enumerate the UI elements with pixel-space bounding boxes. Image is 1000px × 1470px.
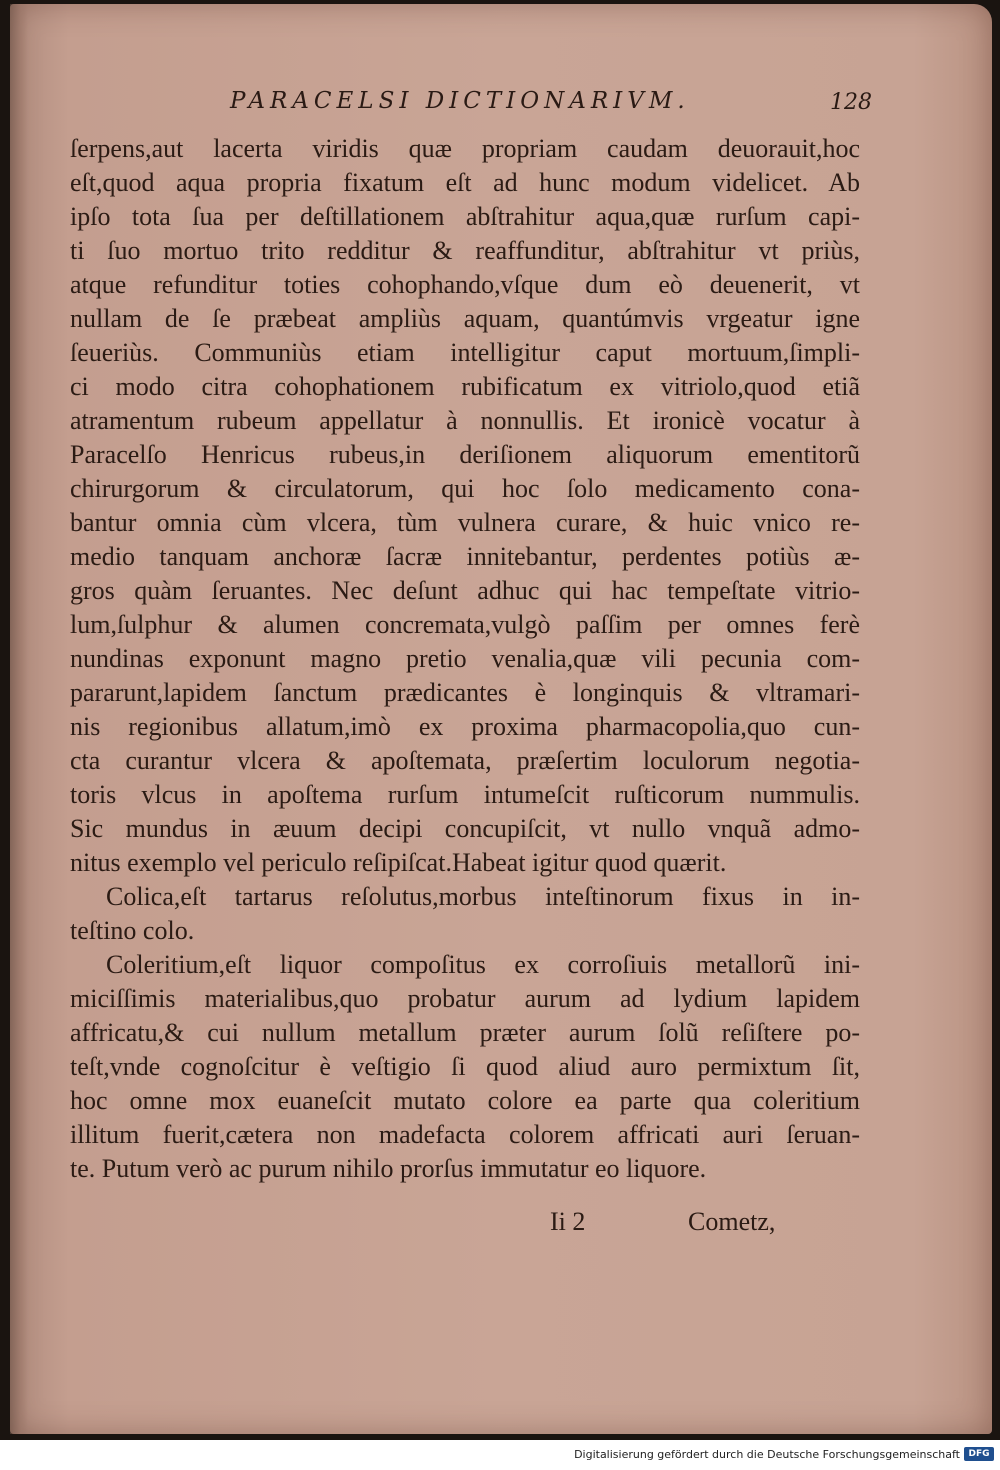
running-title: PARACELSI DICTIONARIVM. (230, 88, 690, 114)
text-line: atque refunditur toties cohophando,vſque dum eò deuenerit, vt (70, 270, 860, 299)
page-number: 128 (830, 90, 872, 115)
text-line: bantur omnia cùm vlcera, tùm vulnera curare, & huic vnico re- (70, 508, 860, 537)
text-line: illitum fuerit,cætera non madefacta colorem affricati auri ſeruan- (70, 1120, 860, 1149)
text-block (70, 132, 860, 1186)
text-line: eſt,quod aqua propria fixatum eſt ad hunc modum videlicet. Ab (70, 168, 860, 197)
text-line: Paracelſo Henricus rubeus,in deriſionem aliquorum ementitorũ (70, 440, 860, 469)
text-line: miciſſimis materialibus,quo probatur aurum ad lydium lapidem (70, 984, 860, 1013)
page-header (10, 88, 992, 128)
text-line: toris vlcus in apoſtema rurſum intumeſcit ruſticorum nummulis. (70, 780, 860, 809)
text-line: ipſo tota ſua per deſtillationem abſtrahitur aqua,quæ rurſum capi- (70, 202, 860, 231)
text-line: medio tanquam anchoræ ſacræ innitebantur, perdentes potiùs æ- (70, 542, 860, 571)
text-line: teſtino colo. (70, 916, 195, 945)
text-line: te. Putum verò ac purum nihilo prorſus immutatur eo liquore. (70, 1154, 707, 1183)
text-line: Sic mundus in æuum decipi concupiſcit, vt nullo vnquã admo- (70, 814, 860, 843)
text-line: nullam de ſe præbeat ampliùs aquam, quantúmvis vrgeatur igne (70, 304, 860, 333)
entry-coleritium-line: Coleritium,eſt liquor compoſitus ex corroſiuis metallorũ ini- (106, 950, 860, 979)
funding-note: Digitalisierung gefördert durch die Deutsche Forschungsgemeinschaft (574, 1448, 960, 1461)
signature-mark: Ii 2 (550, 1207, 586, 1236)
text-line: ſerpens,aut lacerta viridis quæ propriam caudam deuorauit,hoc (70, 134, 860, 163)
text-line: ci modo citra cohophationem rubificatum ex vitriolo,quod etiã (70, 372, 860, 401)
text-line: nitus exemplo vel periculo reſipiſcat.Habeat igitur quod quærit. (70, 848, 727, 877)
text-line: ſeueriùs. Communiùs etiam intelligitur caput mortuum,ſimpli- (70, 338, 860, 367)
book-page (10, 4, 992, 1434)
text-line: pararunt,lapidem ſanctum prædicantes è longinquis & vltramari- (70, 678, 860, 707)
text-line: hoc omne mox euaneſcit mutato colore ea parte qua coleritium (70, 1086, 860, 1115)
text-line: atramentum rubeum appellatur à nonnullis. Et ironicè vocatur à (70, 406, 860, 435)
text-line: affricatu,& cui nullum metallum præter aurum ſolũ reſiſtere po- (70, 1018, 860, 1047)
text-line: ti ſuo mortuo trito redditur & reaffunditur, abſtrahitur vt priùs, (70, 236, 860, 265)
text-line: teſt,vnde cognoſcitur è veſtigio ſi quod aliud auro permixtum ſit, (70, 1052, 860, 1081)
dfg-logo-icon: DFG (964, 1447, 994, 1461)
catchword: Cometz, (688, 1207, 776, 1236)
digitization-footer (0, 1440, 1000, 1470)
entry-colica-line: Colica,eſt tartarus reſolutus,morbus inteſtinorum fixus in in- (106, 882, 860, 911)
text-line: nis regionibus allatum,imò ex proxima pharmacopolia,quo cun- (70, 712, 860, 741)
text-line: chirurgorum & circulatorum, qui hoc ſolo medicamento cona- (70, 474, 860, 503)
text-line: gros quàm ſeruantes. Nec deſunt adhuc qui hac tempeſtate vitrio- (70, 576, 860, 605)
text-line: cta curantur vlcera & apoſtemata, præſertim loculorum negotia- (70, 746, 860, 775)
page-gutter-shadow (10, 4, 28, 1434)
text-line: nundinas exponunt magno pretio venalia,quæ vili pecunia com- (70, 644, 860, 673)
text-line: lum,ſulphur & alumen concremata,vulgò paſſim per omnes ferè (70, 610, 860, 639)
